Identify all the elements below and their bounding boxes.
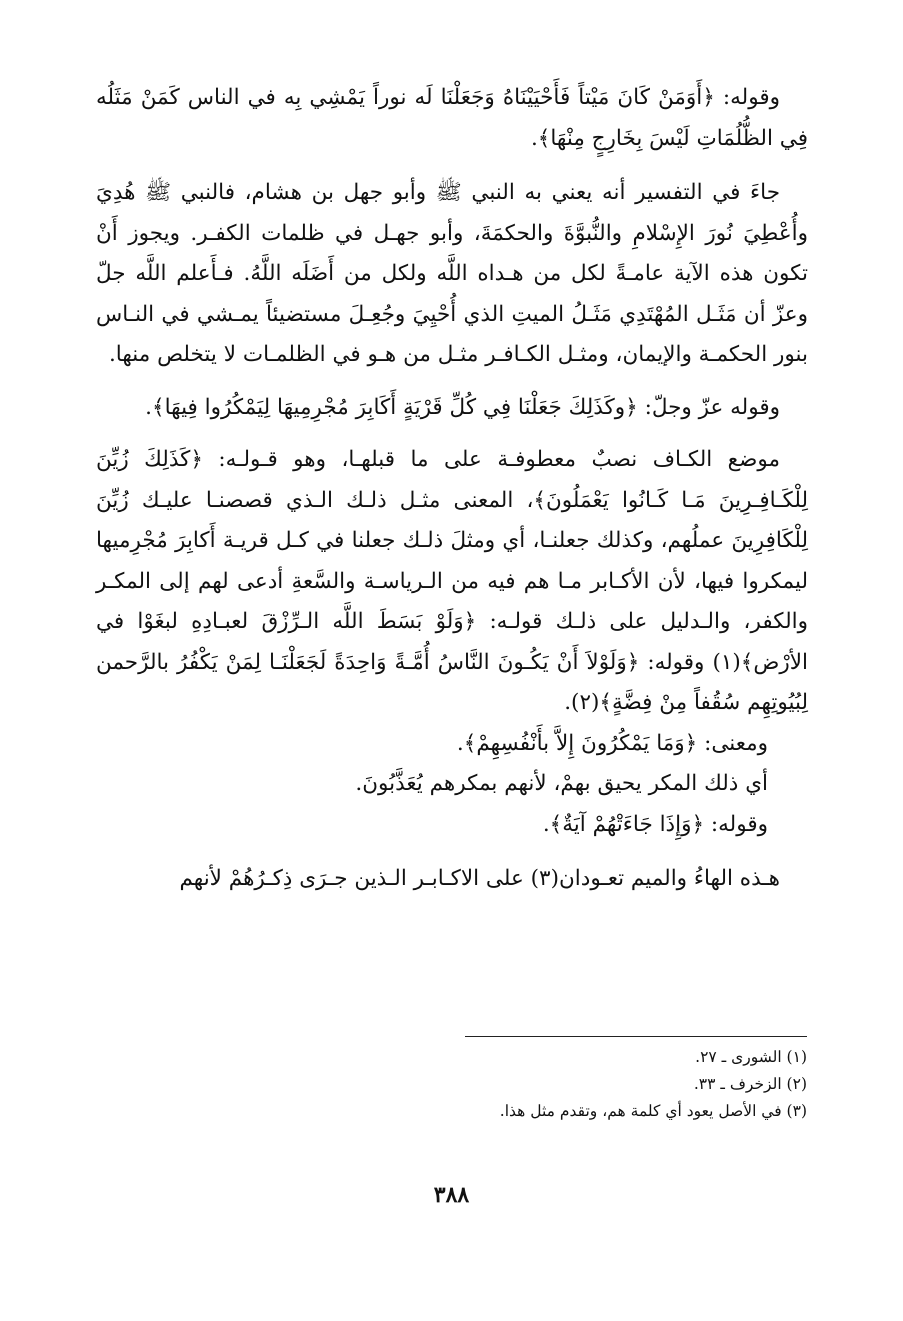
paragraph-quran-verse-3: وقوله: ﴿وَإِذَا جَاءَتْهُمْ آيَةٌ﴾. [542,811,768,837]
paragraph-meaning: ومعنى: ﴿وَمَا يَمْكُرُونَ إِلاَّ بأَنْفُسِهِمْ﴾. [456,730,768,756]
paragraph-quran-verse-1: وقوله: ﴿أَوَمَنْ كَانَ مَيْتاً فَأَحْيَيْنَاهُ وَجَعَلْنَا لَه نوراً يَمْشِي بِه في الناس كَمَنْ مَثَلُه فِي الظُّلُمَاتِ لَيْسَ بِخَارِجٍ مِنْهَا﴾. [96,85,808,151]
footnote-1: (١) الشورى ـ ٢٧. [695,1048,807,1066]
page-body [96,78,808,900]
footnotes [287,1044,807,1125]
footnote-divider [465,1036,807,1037]
paragraph-tafsir-1: جاءَ في التفسير أنه يعني به النبي ﷺ وأبو جهل بن هشام، فالنبي ﷺ هُدِيَ وأُعْطِيَ نُورَ الإِسْلامِ والنُّبوَّةَ والحكمَةَ، وأبو جهـل في ظلمات الكفـر. ويجوز أَنْ تكون هذه الآية عامـةً لكل من هـداه اللَّه ولكل من أَضَلَه اللَّهُ. فـأَعلم اللَّه جلّ وعزّ أن مَثَـل المُهْتَدِي مَثَـلُ الميتِ الذي أُحْيِيَ وجُعِـلَ مستضيئاً يمـشي في النـاس بنور الحكمـة والإيمان، ومثـل الكـافـر مثـل من هـو في الظلمـات لا يتخلص منها. [96,180,808,367]
paragraph-quran-verse-2: وقوله عزّ وجلّ: ﴿وكَذَلِكَ جَعَلْنَا فِي كُلِّ قَرْيَةٍ أَكَابِرَ مُجْرِمِيهَا لِيَمْكُرُوا فِيهَا﴾. [145,394,780,420]
footnote-2: (٢) الزخرف ـ ٣٣. [693,1075,807,1093]
footnote-3: (٣) في الأصل يعود أي كلمة هم، وتقدم مثل هذا. [499,1102,807,1120]
paragraph-explanation: أي ذلك المكر يحيق بهمْ، لأنهم بمكرهم يُعَذَّبُونَ. [355,771,768,796]
paragraph-tafsir-2: موضع الكـاف نصبٌ معطوفـة على ما قبلهـا، وهو قـولـه: ﴿كَذَلِكَ زُيِّنَ لِلْكَـافِـرِينَ مَـا كَـانُوا يَعْمَلُونَ﴾، المعنى مثـل ذلـك الـذي قصصنـا عليـك زُيِّنَ لِلْكَافِرِينَ عملُهم، وكذلك جعلنـا، أي ومثلَ ذلـك جعلنا في كـل قريـة أَكابِرَ مُجْرِميها ليمكروا فيها، لأن الأكـابر مـا هم فيه من الـرياسـة والسَّعةِ أدعى لهم إلى المكـر والكفر، والـدليل على ذلـك قولـه: ﴿وَلَوْ بَسَطَ اللَّه الـرِّزْقَ لعبـادِهِ لبغَوْا في الأرْض﴾(١) وقوله: ﴿وَلَوْلاَ أَنْ يَكُـونَ النَّاسُ أُمَّـةً وَاحِدَةً لَجَعَلْنَـا لِمَنْ يَكْفُرُ بالرَّحمن لِبُيُوتِهِم سُقُفاً مِنْ فِضَّةٍ﴾(٢). [96,447,808,715]
page-number: ٣٨٨ [433,1182,470,1208]
paragraph-continuation: هـذه الهاءُ والميم تعـودان(٣) على الاكـابـر الـذين جـرَى ذِكـرُهُمْ لأنهم [179,866,780,891]
